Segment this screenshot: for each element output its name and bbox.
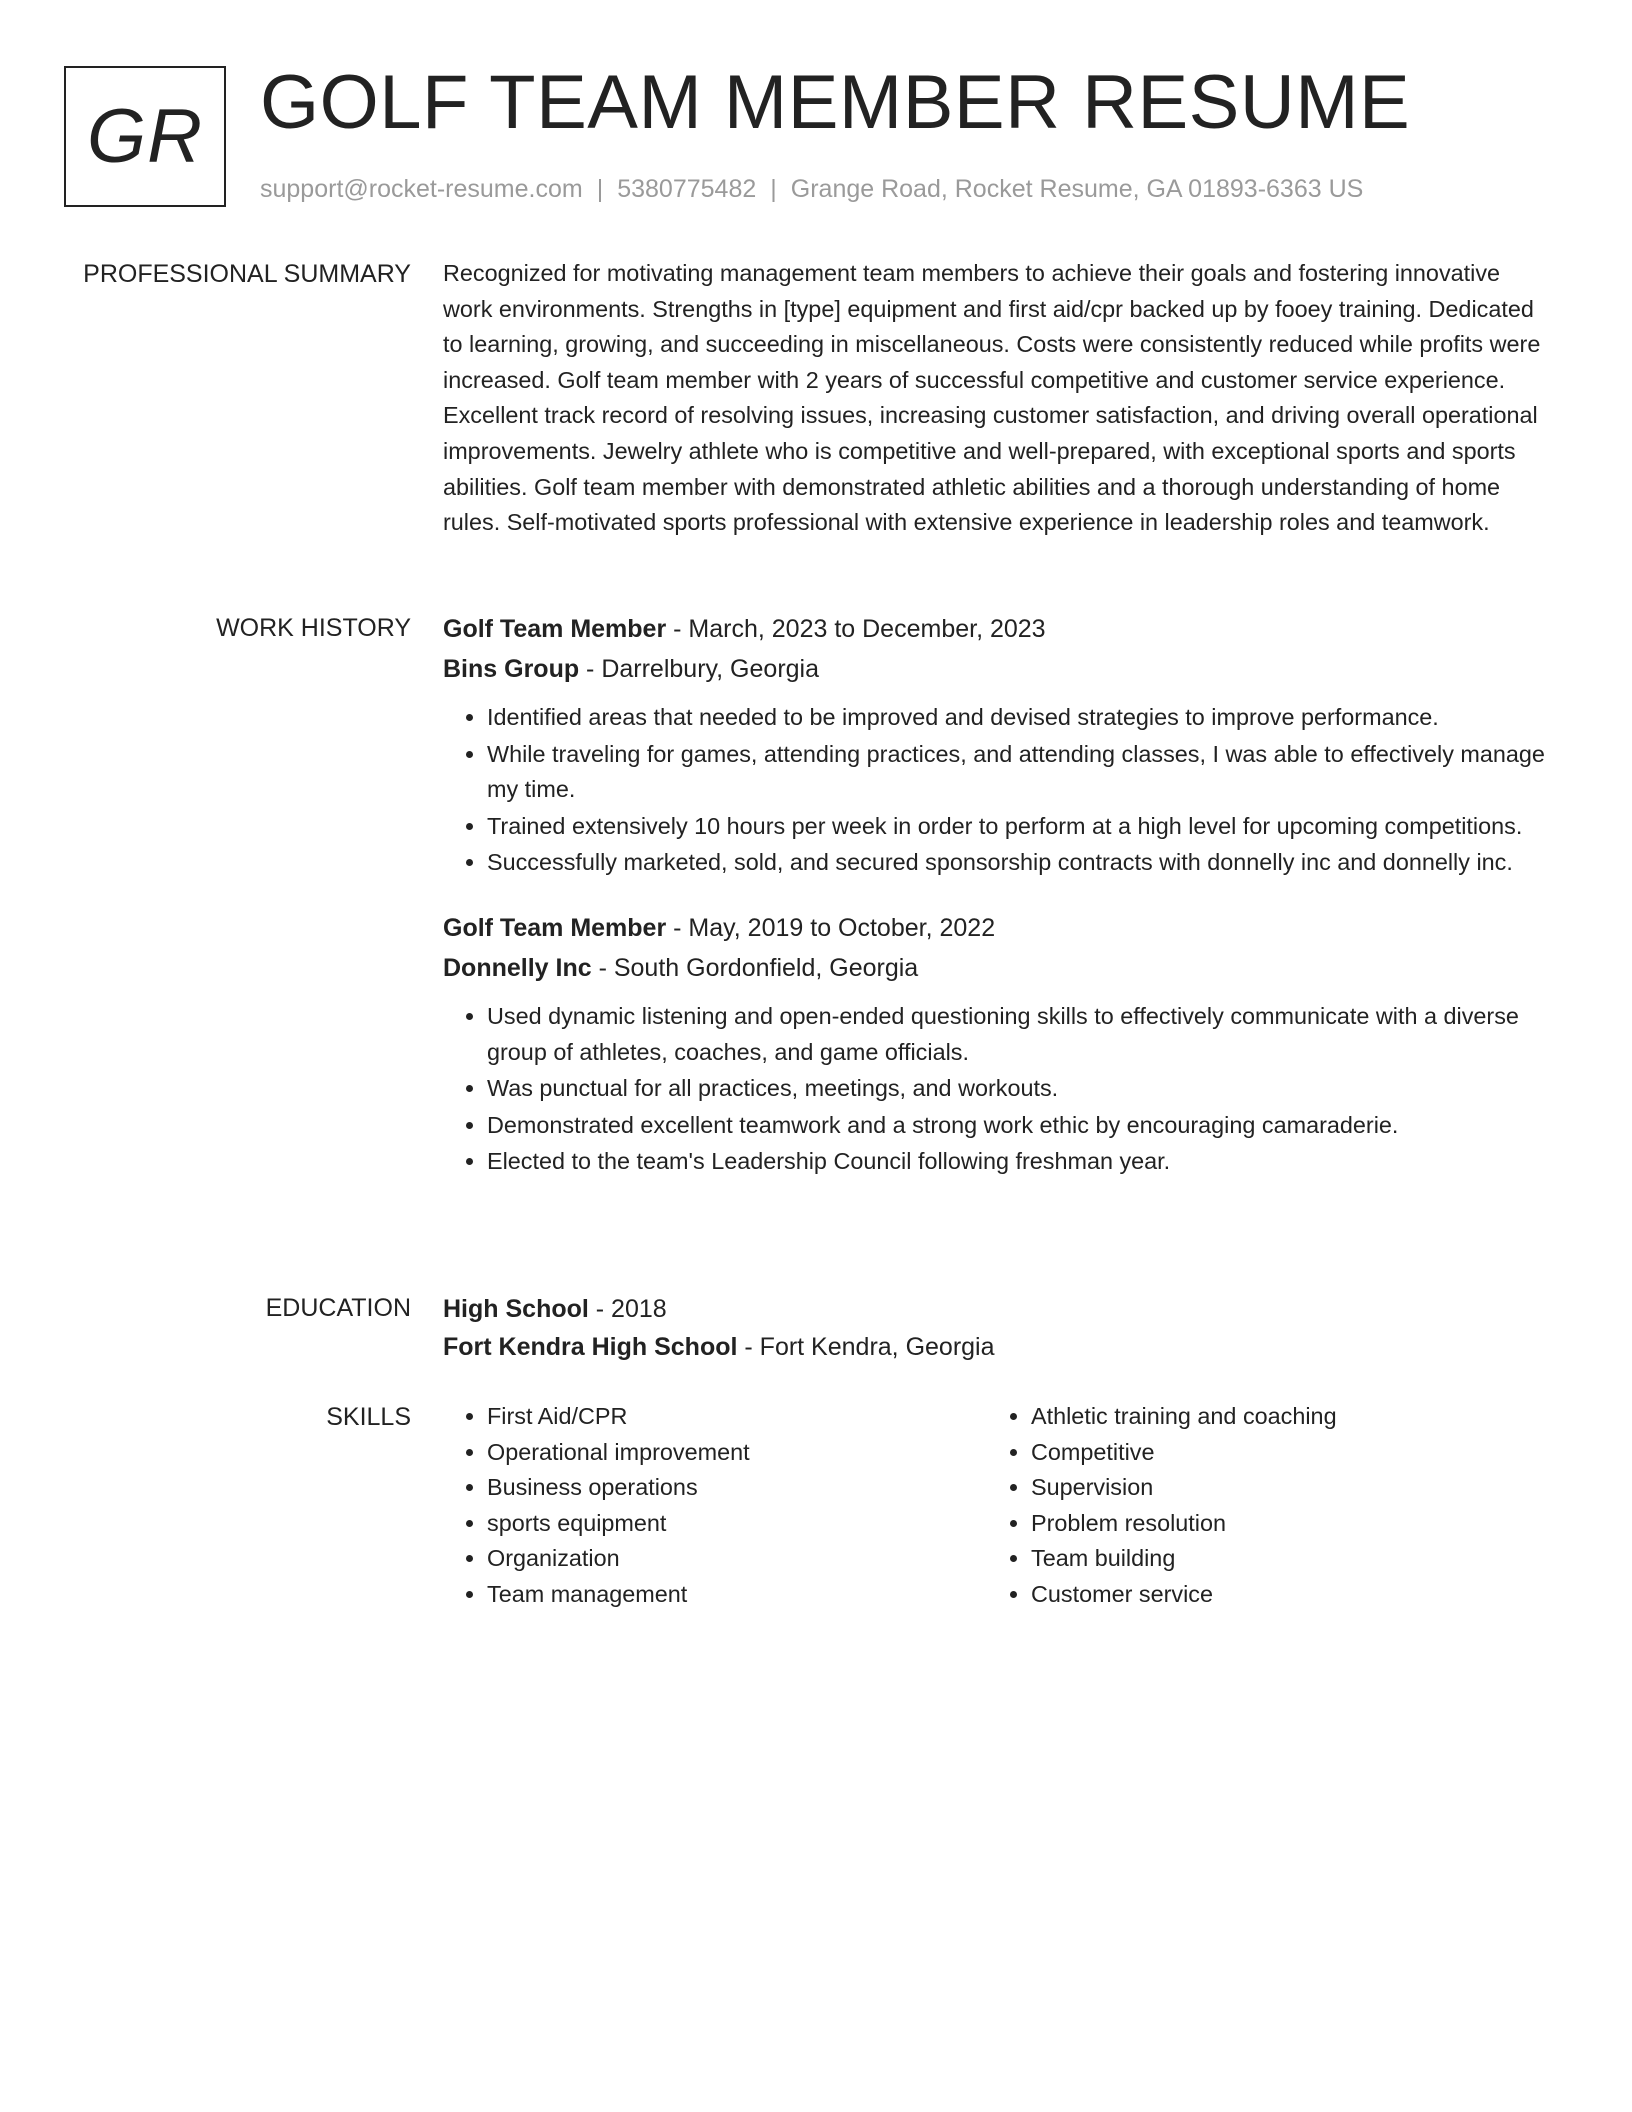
job-location: - South Gordonfield, Georgia — [591, 953, 919, 982]
education-year: - 2018 — [588, 1295, 667, 1323]
job-bullets — [443, 999, 1553, 1180]
job-title-line — [443, 610, 1553, 648]
job-bullet: • Was punctual for all practices, meetings, and workouts. — [487, 1071, 1553, 1107]
work-history-body — [443, 610, 1553, 1181]
resume-title: GOLF TEAM MEMBER RESUME — [260, 60, 1411, 145]
contact-email: support@rocket-resume.com — [260, 175, 583, 203]
job-bullet: • While traveling for games, attending practices, and attending classes, I was able to effectively manage my time. — [487, 737, 1553, 808]
education-degree-line — [443, 1290, 1553, 1328]
summary-text: Recognized for motivating management team members to achieve their goals and fostering innovative work environments. Strengths in [type] equipment and first aid/cpr backed up by fooey training. Dedicated to learning, growing, and succeeding in miscellaneous. Costs were consistently reduced while profits were increased. Golf team member with 2 years of successful competitive and customer service experience. Excellent track record of resolving issues, increasing customer satisfaction, and driving overall operational improvements. Jewelry athlete who is competitive and well-prepared, with exceptional sports and sports abilities. Golf team member with demonstrated athletic abilities and a thorough understanding of home rules. Self-motivated sports professional with extensive experience in leadership roles and teamwork. — [443, 260, 1541, 536]
skill-item: • Supervision — [1031, 1470, 1531, 1506]
job-bullets — [443, 700, 1553, 881]
skill-item: • Competitive — [1031, 1435, 1531, 1471]
job-entry — [443, 610, 1553, 881]
skill-item: • Customer service — [1031, 1577, 1531, 1613]
skill-item: • First Aid/CPR — [487, 1399, 987, 1435]
skills-list — [987, 1399, 1531, 1613]
job-bullet: • Demonstrated excellent teamwork and a strong work ethic by encouraging camaraderie. — [487, 1108, 1553, 1144]
job-company-line — [443, 650, 1553, 688]
section-label-work-history: WORK HISTORY — [216, 614, 411, 642]
contact-phone: 5380775482 — [617, 175, 757, 203]
skill-item: • Problem resolution — [1031, 1506, 1531, 1542]
education-degree: High School — [443, 1295, 589, 1323]
skills-columns — [443, 1399, 1553, 1613]
job-title: Golf Team Member — [443, 615, 667, 643]
education-school-line — [443, 1328, 1553, 1366]
skill-item: • Organization — [487, 1541, 987, 1577]
monogram-initials: GR — [87, 93, 203, 179]
skills-list — [443, 1399, 987, 1613]
education-school: Fort Kendra High School — [443, 1333, 738, 1361]
job-company-line — [443, 949, 1553, 987]
skill-item: • sports equipment — [487, 1506, 987, 1542]
contact-separator: | — [596, 175, 604, 203]
education-location: - Fort Kendra, Georgia — [737, 1333, 995, 1361]
job-title: Golf Team Member — [443, 913, 667, 942]
skill-item: • Operational improvement — [487, 1435, 987, 1471]
job-company: Donnelly Inc — [443, 953, 592, 982]
job-dates: - March, 2023 to December, 2023 — [666, 615, 1046, 643]
education-body — [443, 1290, 1553, 1366]
job-bullet: • Elected to the team's Leadership Council following freshman year. — [487, 1144, 1553, 1180]
section-label-summary: PROFESSIONAL SUMMARY — [83, 260, 411, 288]
summary-body — [443, 256, 1553, 541]
contact-line — [260, 172, 1363, 206]
skills-column-right — [987, 1399, 1531, 1613]
section-label-skills: SKILLS — [326, 1403, 411, 1431]
job-entry — [443, 909, 1553, 1180]
skill-item: • Team management — [487, 1577, 987, 1613]
job-bullet: • Trained extensively 10 hours per week in order to perform at a high level for upcoming competitions. — [487, 809, 1553, 845]
job-location: - Darrelbury, Georgia — [579, 655, 820, 683]
monogram-box — [64, 66, 226, 207]
job-dates: - May, 2019 to October, 2022 — [666, 913, 996, 942]
skills-body — [443, 1399, 1553, 1613]
job-bullet: • Used dynamic listening and open-ended questioning skills to effectively communicate with a diverse group of athletes, coaches, and game officials. — [487, 999, 1553, 1070]
job-bullet: • Successfully marketed, sold, and secured sponsorship contracts with donnelly inc and donnelly inc. — [487, 845, 1553, 881]
skill-item: • Team building — [1031, 1541, 1531, 1577]
job-bullet: • Identified areas that needed to be improved and devised strategies to improve performance. — [487, 700, 1553, 736]
section-label-education: EDUCATION — [265, 1294, 411, 1322]
skill-item: • Athletic training and coaching — [1031, 1399, 1531, 1435]
job-company: Bins Group — [443, 655, 580, 683]
contact-address: Grange Road, Rocket Resume, GA 01893-6363 US — [790, 175, 1364, 203]
skills-column-left — [443, 1399, 987, 1613]
contact-separator: | — [770, 175, 777, 203]
skill-item: • Business operations — [487, 1470, 987, 1506]
job-title-line — [443, 909, 1553, 947]
